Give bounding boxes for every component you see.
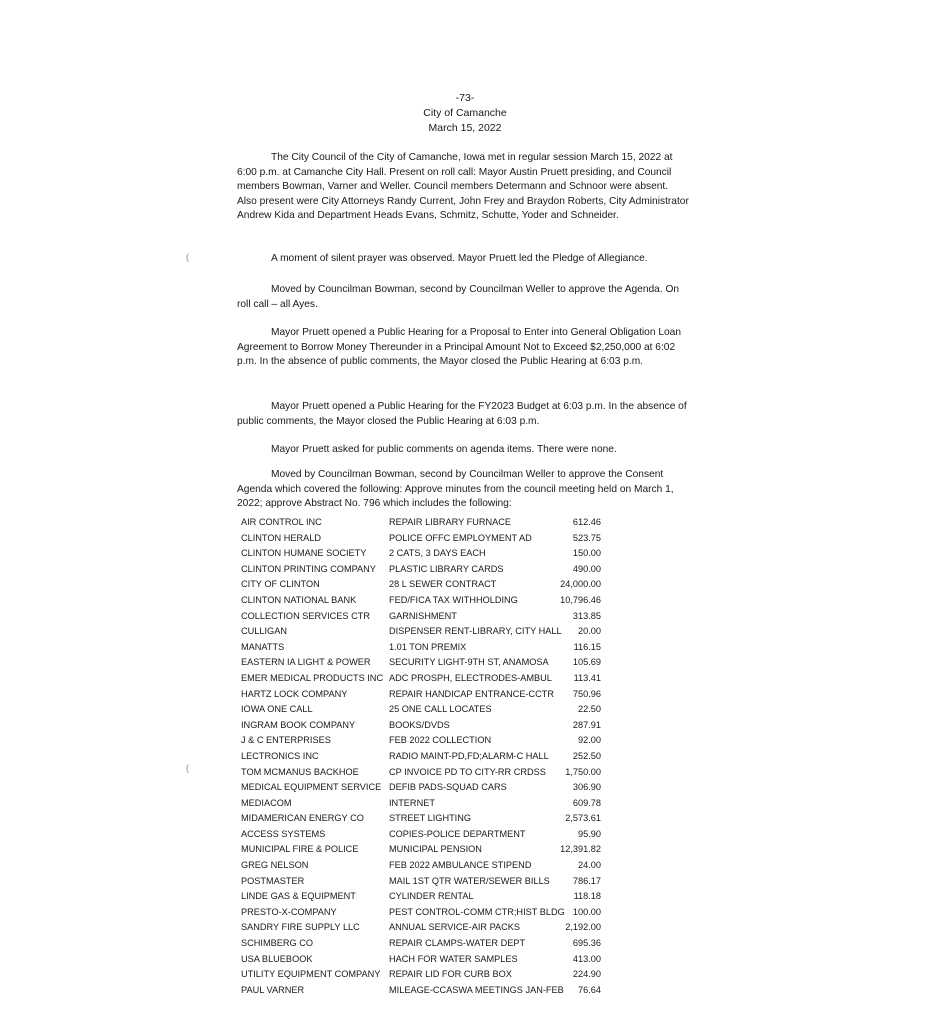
claim-amount: 224.90 [572,969,601,980]
claim-description: DEFIB PADS-SQUAD CARS [389,782,507,793]
table-row [241,593,601,609]
claim-description: FED/FICA TAX WITHHOLDING [389,594,518,605]
claim-amount: 695.36 [572,938,601,949]
paragraph-agenda: Moved by Councilman Bowman, second by Councilman Weller to approve the Agenda. On roll call – all Ayes. [237,284,680,310]
table-row [241,687,601,703]
claim-description: 28 L SEWER CONTRACT [389,579,497,590]
claim-description: RADIO MAINT-PD,FD;ALARM-C HALL [389,750,549,761]
claim-description: SECURITY LIGHT-9TH ST, ANAMOSA [389,657,549,668]
claim-description: REPAIR HANDICAP ENTRANCE-CCTR [389,688,555,699]
paragraph-prayer: A moment of silent prayer was observed. Mayor Pruett led the Pledge of Allegiance. [271,253,648,264]
claim-amount: 150.00 [572,548,601,559]
table-row [241,718,601,734]
claim-amount: 1,750.00 [565,766,601,777]
claim-vendor: POSTMASTER [241,875,305,886]
claim-vendor: CLINTON HUMANE SOCIETY [241,548,367,559]
table-row [241,765,601,781]
claim-vendor: PAUL VARNER [241,984,305,995]
claim-amount: 2,573.61 [565,813,601,824]
table-row [241,609,601,625]
claim-description: ANNUAL SERVICE-AIR PACKS [389,922,521,933]
claim-description: REPAIR LID FOR CURB BOX [389,969,512,980]
paragraph-hearing-loan: Mayor Pruett opened a Public Hearing for a Proposal to Enter into General Obligation Loan Agreement to Borrow Money Thereunder in a Principal Amount Not to Exceed $2,250,000 at 6:02 p.m. In the absence of public comments, the Mayor closed the Public Hearing at 6:03 p.m. [237,327,682,368]
claim-vendor: MEDICAL EQUIPMENT SERVICE [241,782,382,793]
table-row [241,546,601,562]
claim-description: COPIES-POLICE DEPARTMENT [389,828,526,839]
table-row [241,858,601,874]
claim-amount: 252.50 [572,750,601,761]
table-row [241,562,601,578]
claim-description: MAIL 1ST QTR WATER/SEWER BILLS [389,875,550,886]
claim-vendor: CLINTON NATIONAL BANK [241,594,357,605]
claim-description: GARNISHMENT [389,610,457,621]
table-row [241,936,601,952]
claim-vendor: ACCESS SYSTEMS [241,828,326,839]
claim-amount: 95.90 [578,828,601,839]
claim-description: 1.01 TON PREMIX [389,641,467,652]
claim-vendor: MEDIACOM [241,797,292,808]
claim-description: POLICE OFFC EMPLOYMENT AD [389,532,532,543]
claim-description: FEB 2022 AMBULANCE STIPEND [389,860,532,871]
claim-vendor: COLLECTION SERVICES CTR [241,610,370,621]
page-number: -73- [455,92,475,104]
claim-vendor: SCHIMBERG CO [241,938,313,949]
claim-amount: 12,391.82 [560,844,601,855]
claim-description: ADC PROSPH, ELECTRODES-AMBUL [389,672,552,683]
paragraph-public-comments: Mayor Pruett asked for public comments on agenda items. There were none. [271,444,617,455]
table-row [241,874,601,890]
claim-vendor: HARTZ LOCK COMPANY [241,688,348,699]
table-row [241,655,601,671]
table-row [241,920,601,936]
table-row [241,702,601,718]
claim-description: HACH FOR WATER SAMPLES [389,953,518,964]
claim-amount: 92.00 [578,735,601,746]
table-row [241,624,601,640]
paragraph-hearing-budget: Mayor Pruett opened a Public Hearing for the FY2023 Budget at 6:03 p.m. In the absence of public comments, the Mayor closed the Public Hearing at 6:03 p.m. [237,401,687,427]
claim-amount: 24.00 [578,860,601,871]
paragraph-roll-call: The City Council of the City of Camanche, Iowa met in regular session March 15, 2022 at 6:00 p.m. at Camanche City Hall. Present on roll call: Mayor Austin Pruett presiding, and Council members Bowman, Varner and Weller. Council members Determann and Schnoor were absent. Also present were City Attorneys Randy Current, John Frey and Braydon Roberts, City Administrator Andrew Kida and Department Heads Evans, Schmitz, Schutte, Yoder and Schneider. [237,152,689,222]
claim-amount: 413.00 [572,953,601,964]
claim-description: BOOKS/DVDS [389,719,450,730]
claim-amount: 116.15 [573,641,601,652]
claim-description: REPAIR LIBRARY FURNACE [389,517,512,527]
scan-mark: ( [186,763,189,773]
claim-amount: 118.18 [573,891,601,902]
table-row [241,827,601,843]
claim-amount: 612.46 [572,517,601,527]
claim-amount: 523.75 [572,532,601,543]
claim-amount: 10,796.46 [560,594,601,605]
claim-description: 25 ONE CALL LOCATES [389,704,492,715]
scan-mark: ( [186,252,189,262]
claim-description: FEB 2022 COLLECTION [389,735,492,746]
claim-vendor: SANDRY FIRE SUPPLY LLC [241,922,360,933]
paragraph-consent-agenda: Moved by Councilman Bowman, second by Councilman Weller to approve the Consent Agenda which covered the following: Approve minutes from the council meeting held on March 1, 2022; approve Abstract No. 796 which includes the following: [237,469,674,510]
claim-vendor: J & C ENTERPRISES [241,735,331,746]
claim-description: PEST CONTROL-COMM CTR;HIST BLDG [389,906,565,917]
claim-vendor: CITY OF CLINTON [241,579,320,590]
claim-vendor: UTILITY EQUIPMENT COMPANY [241,969,381,980]
claim-vendor: AIR CONTROL INC [241,517,322,527]
claim-vendor: CULLIGAN [241,626,287,637]
table-row [241,889,601,905]
claim-vendor: MANATTS [241,641,285,652]
claim-description: PLASTIC LIBRARY CARDS [389,563,504,574]
claim-amount: 786.17 [572,875,601,886]
claim-description: 2 CATS, 3 DAYS EACH [389,548,486,559]
claim-vendor: CLINTON PRINTING COMPANY [241,563,376,574]
table-row [241,515,601,531]
city-name: City of Camanche [423,107,507,119]
claim-description: MUNICIPAL PENSION [389,844,482,855]
claim-amount: 105.69 [572,657,601,668]
claim-amount: 287.91 [572,719,601,730]
table-row [241,531,601,547]
table-row [241,796,601,812]
table-row [241,983,601,999]
claim-amount: 313.85 [572,610,601,621]
table-row [241,640,601,656]
claim-amount: 20.00 [578,626,601,637]
claim-vendor: MUNICIPAL FIRE & POLICE [241,844,359,855]
claim-description: STREET LIGHTING [389,813,472,824]
claim-description: CP INVOICE PD TO CITY-RR CRDSS [389,766,546,777]
claim-vendor: MIDAMERICAN ENERGY CO [241,813,364,824]
table-row [241,905,601,921]
claim-amount: 76.64 [578,984,601,995]
claim-description: INTERNET [389,797,435,808]
claim-amount: 490.00 [572,563,601,574]
table-row [241,952,601,968]
page-header [0,91,930,136]
table-row [241,577,601,593]
meeting-date: March 15, 2022 [428,122,502,134]
claim-amount: 113.41 [573,672,601,683]
claim-vendor: EASTERN IA LIGHT & POWER [241,657,371,668]
table-row [241,780,601,796]
claim-vendor: LECTRONICS INC [241,750,319,761]
claim-amount: 306.90 [572,782,601,793]
claim-amount: 2,192.00 [565,922,601,933]
table-row [241,749,601,765]
claim-vendor: LINDE GAS & EQUIPMENT [241,891,356,902]
claims-table [241,515,601,998]
claim-amount: 24,000.00 [560,579,601,590]
table-row [241,733,601,749]
table-row [241,811,601,827]
table-row [241,967,601,983]
table-row [241,842,601,858]
claim-amount: 609.78 [572,797,601,808]
claim-amount: 750.96 [572,688,601,699]
claim-description: DISPENSER RENT-LIBRARY, CITY HALL [389,626,562,637]
claim-description: MILEAGE-CCASWA MEETINGS JAN-FEB [389,984,564,995]
claim-vendor: CLINTON HERALD [241,532,321,543]
claim-amount: 22.50 [578,704,601,715]
claim-vendor: INGRAM BOOK COMPANY [241,719,356,730]
claim-vendor: GREG NELSON [241,860,309,871]
claim-vendor: IOWA ONE CALL [241,704,313,715]
table-row [241,671,601,687]
claim-vendor: PRESTO-X-COMPANY [241,906,337,917]
claim-vendor: EMER MEDICAL PRODUCTS INC [241,672,384,683]
claim-description: CYLINDER RENTAL [389,891,474,902]
claim-vendor: TOM MCMANUS BACKHOE [241,766,359,777]
claim-vendor: USA BLUEBOOK [241,953,313,964]
claim-amount: 100.00 [572,906,601,917]
claim-description: REPAIR CLAMPS-WATER DEPT [389,938,526,949]
